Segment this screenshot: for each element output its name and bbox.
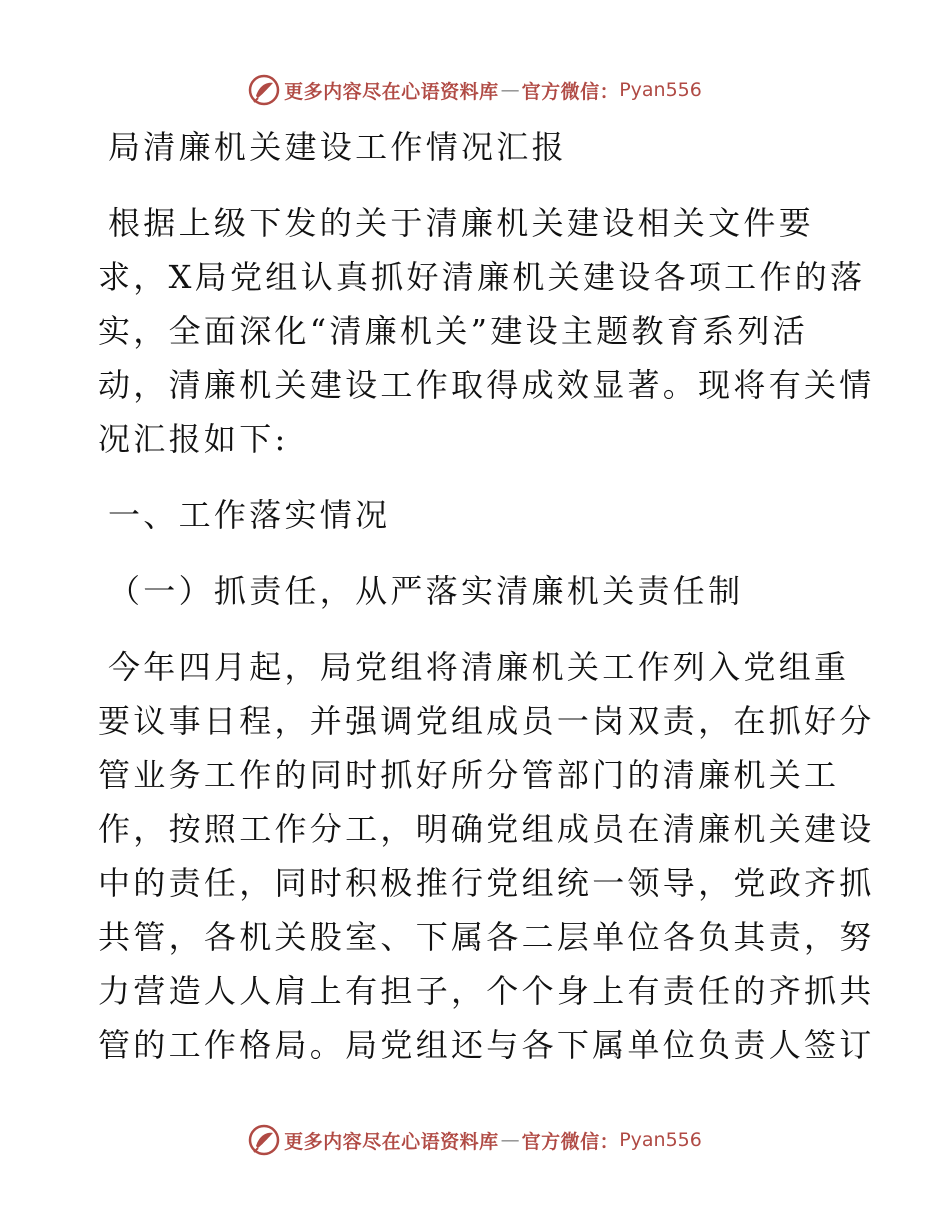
watermark-account-id: Pyan556 — [619, 1129, 702, 1151]
paragraph-line: 力营造人人肩上有担子，个个身上有责任的齐抓共 — [98, 972, 875, 1010]
paragraph-line: 要议事日程，并强调党组成员一岗双责，在抓好分 — [98, 702, 875, 740]
document-body — [98, 120, 875, 1072]
watermark-text: 更多内容尽在心语资料库 — [284, 1130, 499, 1153]
watermark-dash: — — [500, 79, 520, 101]
paragraph-line: 动，清廉机关建设工作取得成效显著。现将有关情 — [98, 366, 875, 404]
watermark-dash: — — [500, 1129, 520, 1151]
watermark-text: 更多内容尽在心语资料库 — [284, 80, 499, 103]
watermark-account-label: 官方微信： — [521, 80, 620, 103]
watermark-account-id: Pyan556 — [619, 79, 702, 101]
section-heading: 一、工作落实情况 — [108, 496, 391, 534]
paragraph-line: 实，全面深化“清廉机关”建设主题教育系列活 — [98, 312, 809, 350]
watermark-header — [0, 70, 950, 110]
paragraph-line: 今年四月起，局党组将清廉机关工作列入党组重 — [108, 648, 850, 686]
subsection-heading: （一）抓责任，从严落实清廉机关责任制 — [108, 572, 744, 610]
brand-logo-icon — [248, 1124, 280, 1156]
brand-logo-icon — [248, 74, 280, 106]
paragraph-line: 作，按照工作分工，明确党组成员在清廉机关建设 — [98, 810, 875, 848]
paragraph-line: 管的工作格局。局党组还与各下属单位负责人签订 — [98, 1026, 875, 1064]
paragraph-line: 求，X局党组认真抓好清廉机关建设各项工作的落 — [98, 258, 866, 296]
paragraph-line: 中的责任，同时积极推行党组统一领导，党政齐抓 — [98, 864, 875, 902]
watermark-account-label: 官方微信： — [521, 1130, 620, 1153]
paragraph-line: 况汇报如下: — [98, 420, 289, 458]
watermark-footer — [0, 1120, 950, 1160]
document-title: 局清廉机关建设工作情况汇报 — [108, 128, 567, 166]
paragraph-line: 共管，各机关股室、下属各二层单位各负其责，努 — [98, 918, 875, 956]
paragraph-line: 管业务工作的同时抓好所分管部门的清廉机关工 — [98, 756, 840, 794]
paragraph-line: 根据上级下发的关于清廉机关建设相关文件要 — [108, 204, 815, 242]
